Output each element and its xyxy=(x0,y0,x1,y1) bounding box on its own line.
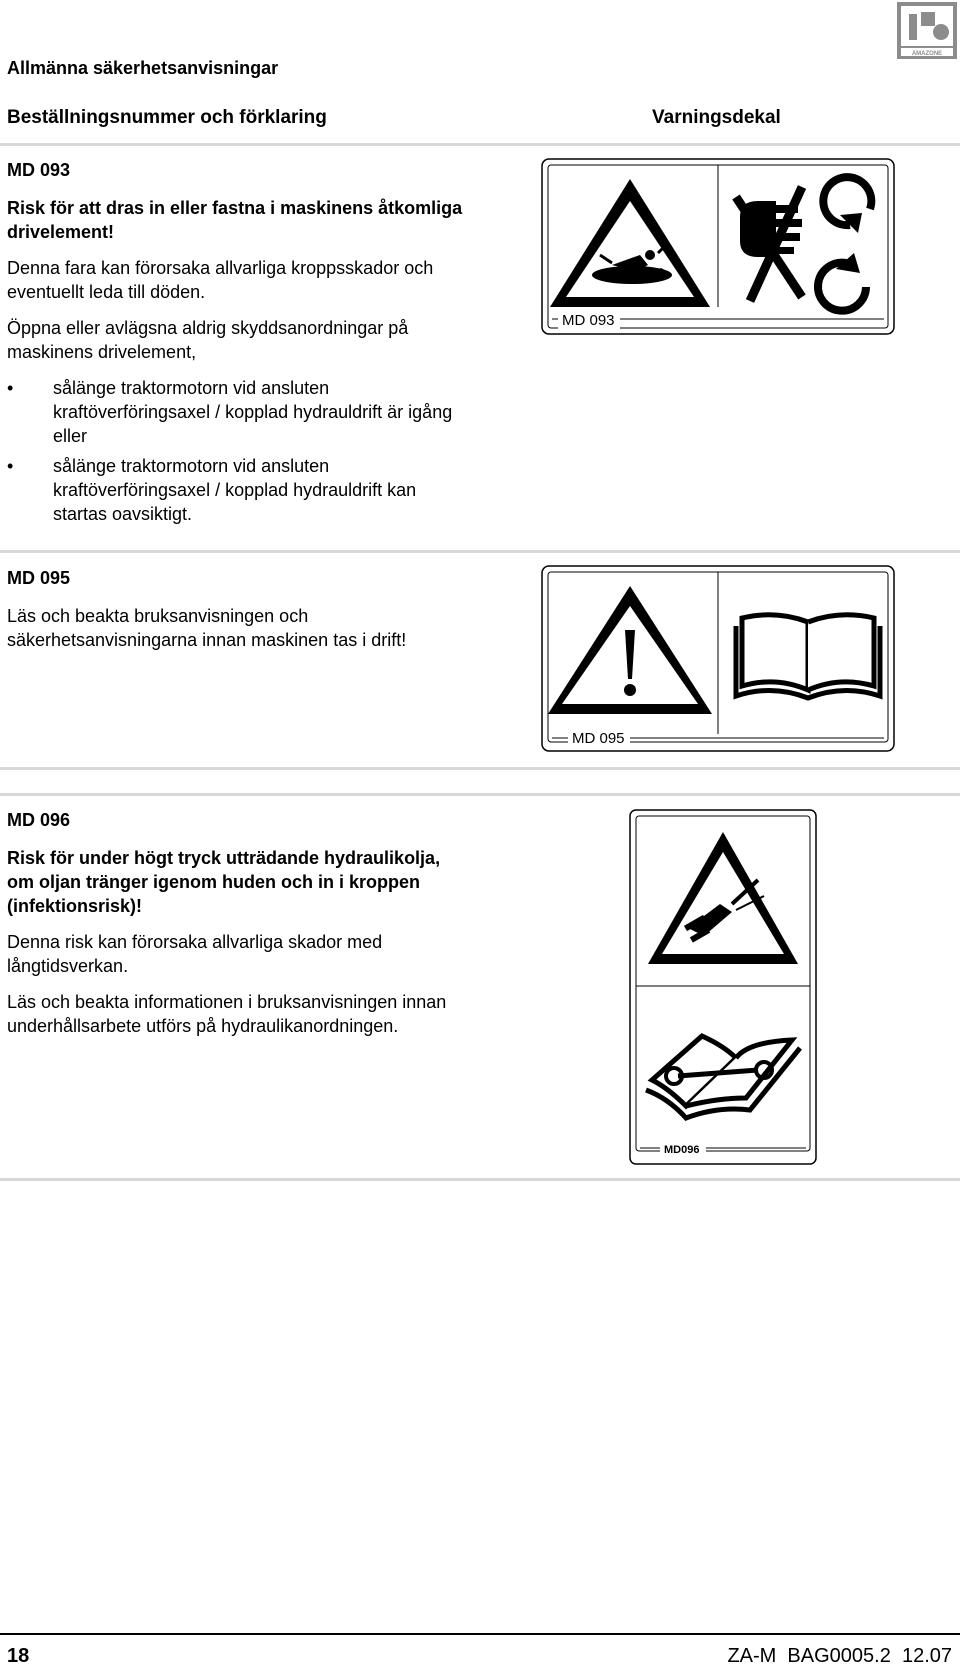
section-title: Allmänna säkerhetsanvisningar xyxy=(7,58,279,78)
instruction-text: Läs och beakta informationen i bruksanvisningen innan underhållsarbete utförs på hydraulikanordningen. xyxy=(7,992,447,1036)
decal-md096 xyxy=(628,808,818,1168)
section-md095 xyxy=(7,566,467,664)
decal-label: MD 093 xyxy=(562,312,615,329)
decal-md095 xyxy=(540,564,896,754)
condition-list xyxy=(7,376,467,526)
consequence-text: Denna risk kan förorsaka allvarliga skador med långtidsverkan. xyxy=(7,932,383,976)
divider xyxy=(0,143,960,146)
section-md096 xyxy=(7,808,467,1050)
danger-statement: Risk för under högt tryck utträdande hydraulikolja, om oljan tränger igenom huden och in i kroppen (infektionsrisk)! xyxy=(7,848,441,916)
section-code: MD 096 xyxy=(7,810,71,830)
column-header-warning-decal: Varningsdekal xyxy=(652,107,781,128)
document-id: ZA-M BAG0005.2 12.07 xyxy=(727,1645,952,1667)
divider xyxy=(0,767,960,770)
logo-text: AMAZONE xyxy=(911,51,943,57)
list-item: • sålänge traktormotorn vid ansluten kraftöverföringsaxel / kopplad hydrauldrift är igång eller xyxy=(7,376,467,448)
footer-divider xyxy=(0,1633,960,1635)
list-item: • sålänge traktormotorn vid ansluten kraftöverföringsaxel / kopplad hydrauldrift kan startas oavsiktigt. xyxy=(7,454,467,526)
page-number: 18 xyxy=(7,1645,30,1667)
consequence-text: Denna fara kan förorsaka allvarliga kroppsskador och eventuellt leda till döden. xyxy=(7,258,434,302)
section-code: MD 093 xyxy=(7,160,71,180)
decal-label: MD 095 xyxy=(572,730,625,747)
logo-graphic xyxy=(897,2,957,59)
divider xyxy=(0,793,960,796)
divider xyxy=(0,550,960,553)
amazone-logo xyxy=(897,2,957,59)
instruction-text: Öppna eller avlägsna aldrig skyddsanordningar på maskinens drivelement, xyxy=(7,318,409,362)
divider xyxy=(0,1178,960,1181)
section-code: MD 095 xyxy=(7,568,71,588)
instruction-text: Läs och beakta bruksanvisningen och säkerhetsanvisningarna innan maskinen tas i drift! xyxy=(7,606,407,650)
decal-label: MD096 xyxy=(664,1144,700,1156)
column-header-order-number: Beställningsnummer och förklaring xyxy=(7,107,327,128)
danger-statement: Risk för att dras in eller fastna i maskinens åtkomliga drivelement! xyxy=(7,198,463,242)
decal-md093 xyxy=(540,157,896,342)
section-md093 xyxy=(7,158,467,532)
